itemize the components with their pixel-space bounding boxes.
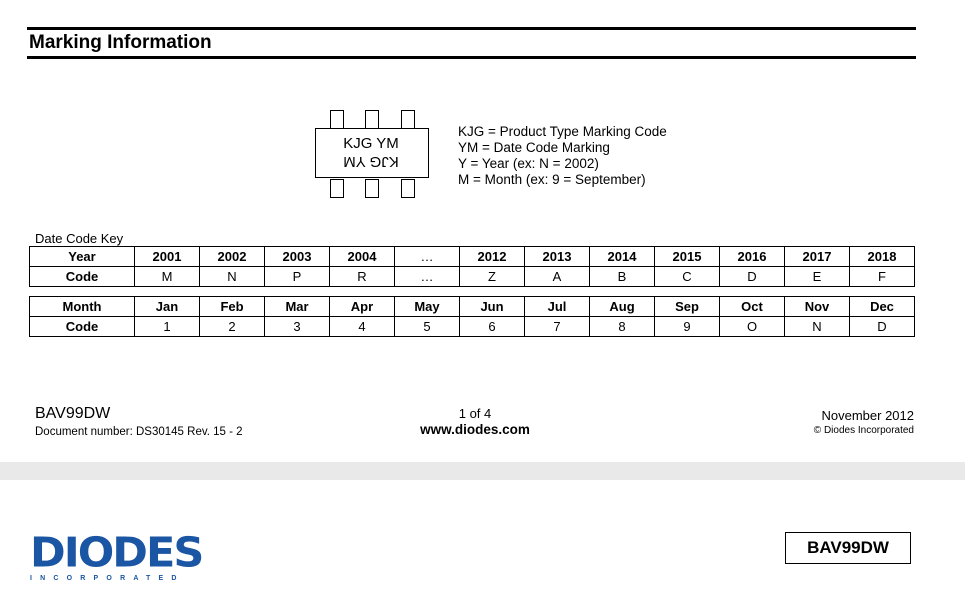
month-cell: May [395,297,460,317]
month-code-cell: 8 [590,317,655,337]
month-code-cell: D [850,317,915,337]
month-code-row [30,317,915,337]
month-code-label: Code [30,317,135,337]
footer-right [814,408,914,436]
month-code-cell: 4 [330,317,395,337]
month-cell: Jan [135,297,200,317]
month-cell: Jun [460,297,525,317]
month-code-cell: 5 [395,317,460,337]
part-number-box: BAV99DW [785,532,911,564]
year-code-cell: F [850,267,915,287]
year-code-row [30,267,915,287]
month-code-cell: N [785,317,850,337]
year-header-row [30,247,915,267]
month-code-cell: 3 [265,317,330,337]
diodes-logo [30,529,203,582]
marking-legend [458,124,667,188]
year-code-cell: A [525,267,590,287]
month-cell: Feb [200,297,265,317]
year-code-cell: C [655,267,720,287]
month-cell: Aug [590,297,655,317]
month-cell: Jul [525,297,590,317]
package-pin [401,179,415,198]
legend-line: KJG = Product Type Marking Code [458,124,667,139]
year-code-cell: Z [460,267,525,287]
section-title: Marking Information [29,32,212,53]
logo-wordmark: DIODES [30,529,203,577]
month-cell: Mar [265,297,330,317]
legend-line: YM = Date Code Marking [458,140,610,155]
package-pin [365,110,379,129]
package-pin [401,110,415,129]
legend-line: Y = Year (ex: N = 2002) [458,156,599,171]
marking-line-bottom: KJG YM [343,153,399,170]
footer-part-number: BAV99DW [35,405,111,422]
month-code-cell: 9 [655,317,720,337]
page-number: 1 of 4 [458,406,492,421]
footer-left [35,405,243,438]
marking-line-top: KJG YM [343,135,399,152]
month-code-cell: 7 [525,317,590,337]
title-rule [27,56,916,59]
package-pin [330,110,344,129]
package-marking-diagram [314,108,434,200]
footer-doc-number: Document number: DS30145 Rev. 15 - 2 [35,426,243,438]
year-header-label: Year [30,247,135,267]
package-pin [330,179,344,198]
year-cell: … [395,247,460,267]
legend-line: M = Month (ex: 9 = September) [458,172,646,187]
year-code-table [29,246,915,287]
footer-date: November 2012 [821,408,914,423]
year-code-cell: R [330,267,395,287]
package-pin [365,179,379,198]
date-code-key-caption: Date Code Key [35,231,124,246]
year-cell: 2003 [265,247,330,267]
month-header-label: Month [30,297,135,317]
year-cell: 2016 [720,247,785,267]
year-code-cell: N [200,267,265,287]
month-code-cell: 2 [200,317,265,337]
month-cell: Oct [720,297,785,317]
month-code-cell: 6 [460,317,525,337]
month-code-cell: 1 [135,317,200,337]
month-code-table [29,296,915,337]
year-cell: 2017 [785,247,850,267]
year-code-cell: D [720,267,785,287]
year-code-cell: M [135,267,200,287]
year-cell: 2014 [590,247,655,267]
year-code-cell: … [395,267,460,287]
page-separator [0,462,965,480]
month-header-row [30,297,915,317]
footer-center [380,406,570,437]
year-code-cell: P [265,267,330,287]
year-code-cell: B [590,267,655,287]
year-cell: 2001 [135,247,200,267]
year-cell: 2013 [525,247,590,267]
year-cell: 2004 [330,247,395,267]
month-cell: Dec [850,297,915,317]
top-rule [27,27,916,30]
logo-subtitle: INCORPORATED [30,575,185,582]
year-cell: 2018 [850,247,915,267]
month-code-cell: O [720,317,785,337]
year-code-label: Code [30,267,135,287]
footer-copyright: © Diodes Incorporated [813,425,914,436]
month-cell: Apr [330,297,395,317]
month-cell: Nov [785,297,850,317]
month-cell: Sep [655,297,720,317]
year-cell: 2002 [200,247,265,267]
year-code-cell: E [785,267,850,287]
year-cell: 2015 [655,247,720,267]
year-cell: 2012 [460,247,525,267]
website-link[interactable]: www.diodes.com [420,422,530,437]
